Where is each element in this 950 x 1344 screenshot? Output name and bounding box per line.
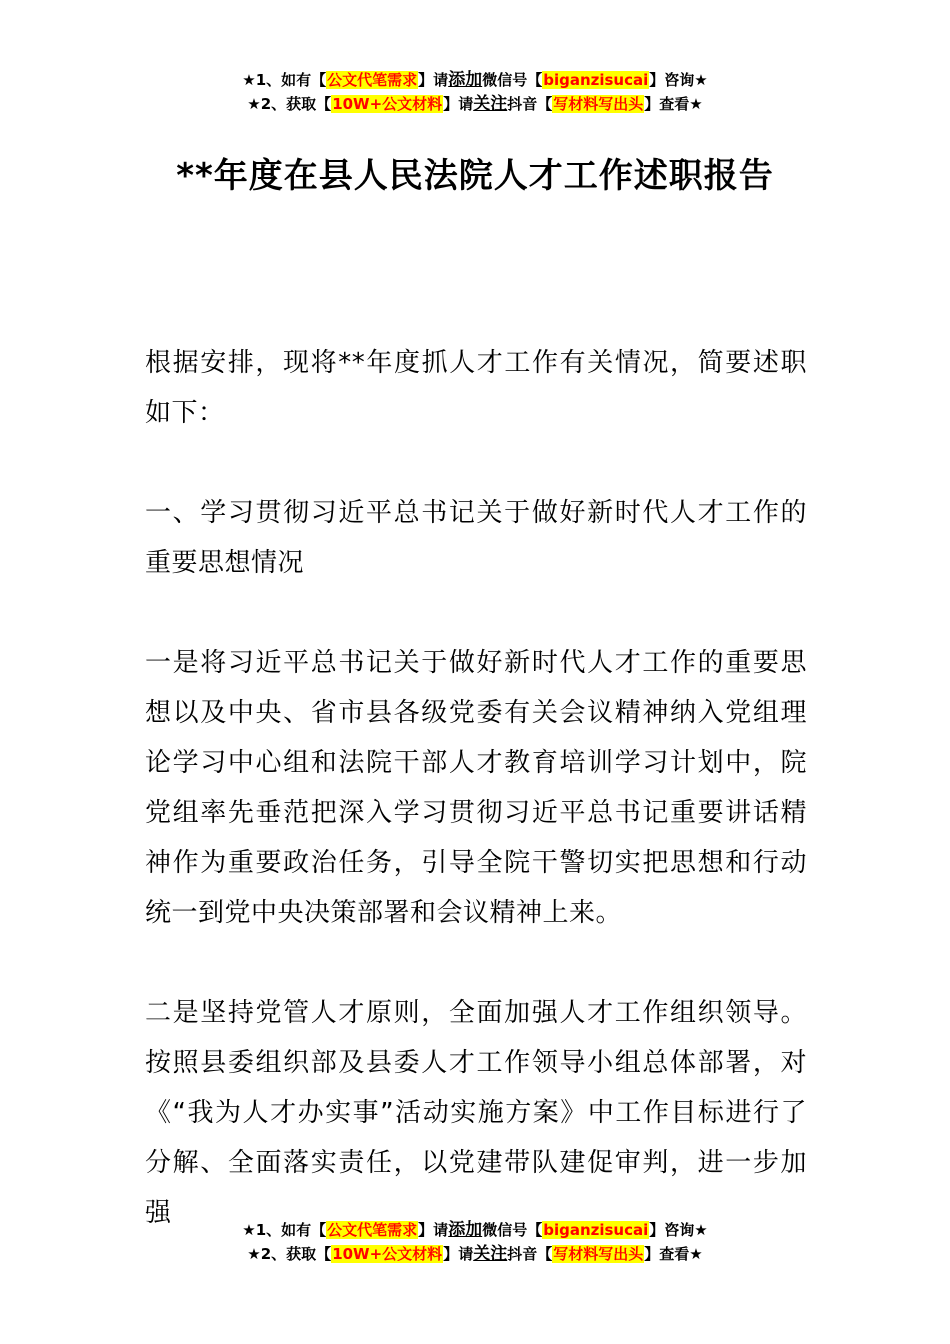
highlight-service: 公文代笔需求 [327, 1221, 418, 1239]
promo-banner-top [0, 68, 950, 116]
promo-banner-bottom [0, 1218, 950, 1266]
promo-line-2 [0, 1242, 950, 1266]
promo-text: 】请 [418, 1221, 449, 1239]
promo-line-1 [0, 1218, 950, 1242]
promo-line-1 [0, 68, 950, 92]
highlight-wechat-id: biganzisucai [543, 1221, 649, 1239]
paragraph-point-2: 二是坚持党管人才原则，全面加强人才工作组织领导。按照县委组织部及县委人才工作领导小组总体部署，对《“我为人才办实事”活动实施方案》中工作目标进行了分解、全面落实责任，以党建带队建促审判，进一步加强 [145, 998, 807, 1228]
promo-emphasis: 关注 [473, 94, 508, 114]
promo-text: 抖音【 [507, 95, 553, 113]
highlight-wechat-id: biganzisucai [543, 71, 649, 89]
promo-text: 】查看★ [644, 95, 703, 113]
promo-text: 】咨询★ [649, 1221, 708, 1239]
document-title: **年度在县人民法院人才工作述职报告 [176, 156, 774, 196]
promo-emphasis: 关注 [473, 1244, 508, 1264]
promo-text: 】咨询★ [649, 71, 708, 89]
promo-text: 】请 [418, 71, 449, 89]
highlight-douyin-account: 写材料写出头 [553, 1245, 644, 1263]
highlight-douyin-account: 写材料写出头 [553, 95, 644, 113]
highlight-materials: 10W+公文材料 [332, 95, 443, 113]
promo-text: ★2、获取【 [247, 95, 332, 113]
paragraph-intro: 根据安排，现将**年度抓人才工作有关情况，简要述职如下： [145, 348, 807, 428]
promo-line-2 [0, 92, 950, 116]
promo-text: ★1、如有【 [242, 1221, 327, 1239]
promo-emphasis: 添加 [448, 1220, 483, 1240]
document-body [145, 338, 807, 1288]
promo-text: 微信号【 [482, 1221, 543, 1239]
promo-text: 抖音【 [507, 1245, 553, 1263]
highlight-materials: 10W+公文材料 [332, 1245, 443, 1263]
promo-text: 】请 [443, 95, 474, 113]
promo-text: 】请 [443, 1245, 474, 1263]
paragraph-point-1: 一是将习近平总书记关于做好新时代人才工作的重要思想以及中央、省市县各级党委有关会议精神纳入党组理论学习中心组和法院干部人才教育培训学习计划中，院党组率先垂范把深入学习贯彻习近平总书记重要讲话精神作为重要政治任务，引导全院干警切实把思想和行动统一到党中央决策部署和会议精神上来。 [145, 648, 807, 928]
section-heading-1: 一、学习贯彻习近平总书记关于做好新时代人才工作的重要思想情况 [145, 498, 807, 578]
promo-text: 】查看★ [644, 1245, 703, 1263]
highlight-service: 公文代笔需求 [327, 71, 418, 89]
promo-emphasis: 添加 [448, 70, 483, 90]
promo-text: 微信号【 [482, 71, 543, 89]
promo-text: ★1、如有【 [242, 71, 327, 89]
promo-text: ★2、获取【 [247, 1245, 332, 1263]
